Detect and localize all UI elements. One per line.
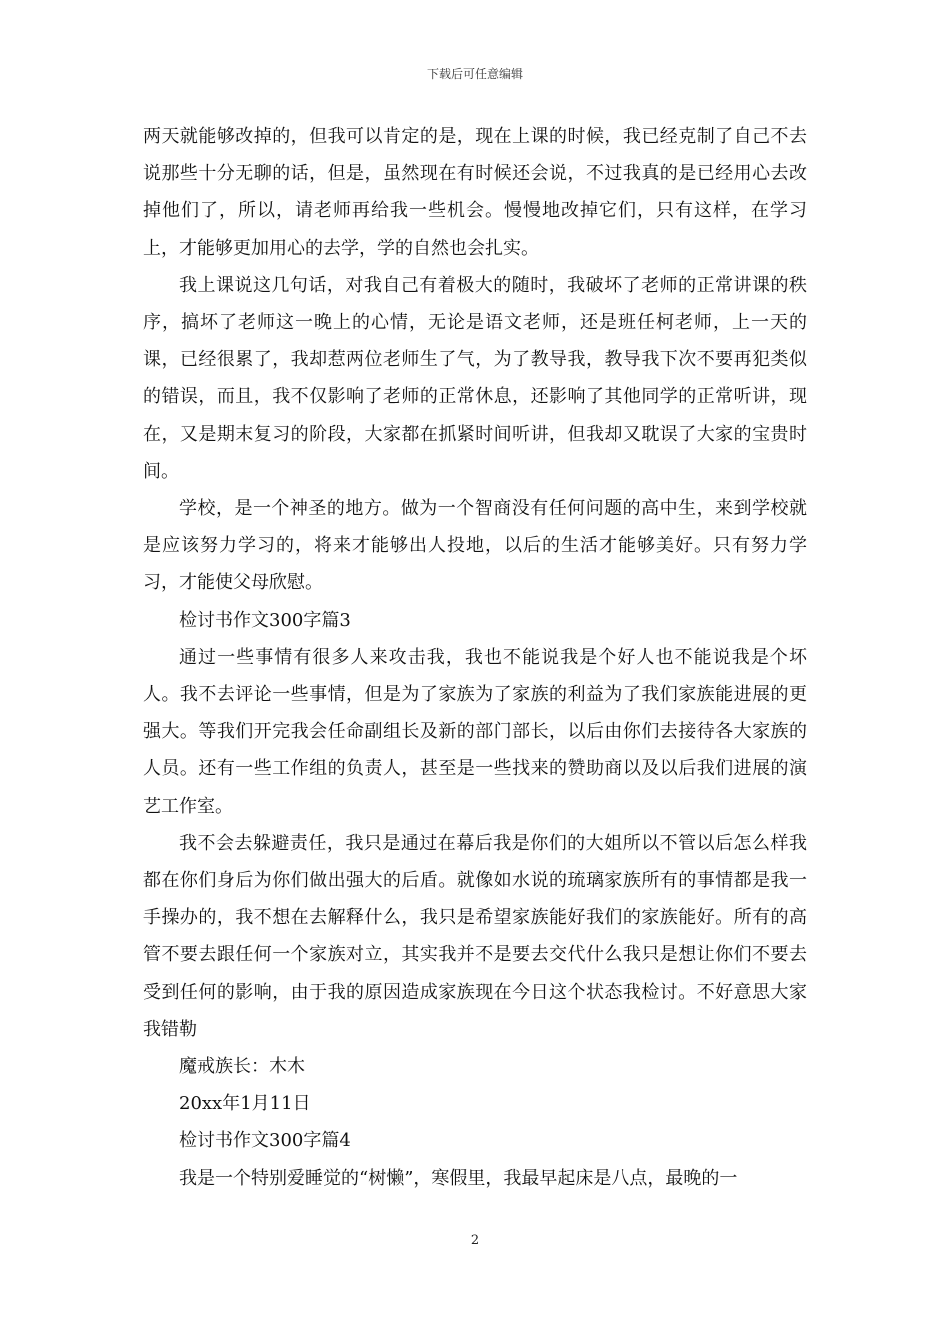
paragraph: 我是一个特别爱睡觉的“树懒”，寒假里，我最早起床是八点，最晚的一 xyxy=(179,1167,738,1189)
date-line: 20xx年1月11日 xyxy=(179,1093,311,1115)
document-body xyxy=(143,118,807,1197)
page-number: 2 xyxy=(470,1233,480,1248)
page-header: 下载后可任意编辑 xyxy=(426,67,523,81)
section-heading: 检讨书作文300字篇3 xyxy=(179,609,351,631)
section-heading: 检讨书作文300字篇4 xyxy=(179,1130,351,1152)
paragraph: 两天就能够改掉的，但我可以肯定的是，现在上课的时候，我已经克制了自己不去说那些十分无聊的话，但是，虽然现在有时候还会说，不过我真的是已经用心去改掉他们了，所以，请老师再给我一些机会。慢慢地改掉它们，只有这样，在学习上，才能够更加用心的去学，学的自然也会扎实。 xyxy=(143,126,807,259)
paragraph: 我上课说这几句话，对我自己有着极大的随时，我破坏了老师的正常讲课的秩序，搞坏了老师这一晚上的心情，无论是语文老师，还是班任柯老师，上一天的课，已经很累了，我却惹两位老师生了气，为了教导我，教导我下次不要再犯类似的错误，而且，我不仅影响了老师的正常休息，还影响了其他同学的正常听讲，现在，又是期末复习的阶段，大家都在抓紧时间听讲，但我却又耽误了大家的宝贵时间。 xyxy=(143,274,807,482)
signature-line: 魔戒族长：木木 xyxy=(179,1056,305,1078)
paragraph: 通过一些事情有很多人来攻击我，我也不能说我是个好人也不能说我是个坏人。我不去评论一些事情，但是为了家族为了家族的利益为了我们家族能进展的更强大。等我们开完我会任命副组长及新的部门部长，以后由你们去接待各大家族的人员。还有一些工作组的负责人，甚至是一些找来的赞助商以及以后我们进展的演艺工作室。 xyxy=(143,646,807,817)
paragraph: 学校，是一个神圣的地方。做为一个智商没有任何问题的高中生，来到学校就是应该努力学习的，将来才能够出人投地，以后的生活才能够美好。只有努力学习，才能使父母欣慰。 xyxy=(143,498,807,594)
paragraph: 我不会去躲避责任，我只是通过在幕后我是你们的大姐所以不管以后怎么样我都在你们身后为你们做出强大的后盾。就像如水说的琉璃家族所有的事情都是我一手操办的，我不想在去解释什么，我只是希望家族能好我们的家族能好。所有的高管不要去跟任何一个家族对立，其实我并不是要去交代什么我只是想让你们不要去受到任何的影响，由于我的原因造成家族现在今日这个状态我检讨。不好意思大家我错勒 xyxy=(143,832,807,1040)
